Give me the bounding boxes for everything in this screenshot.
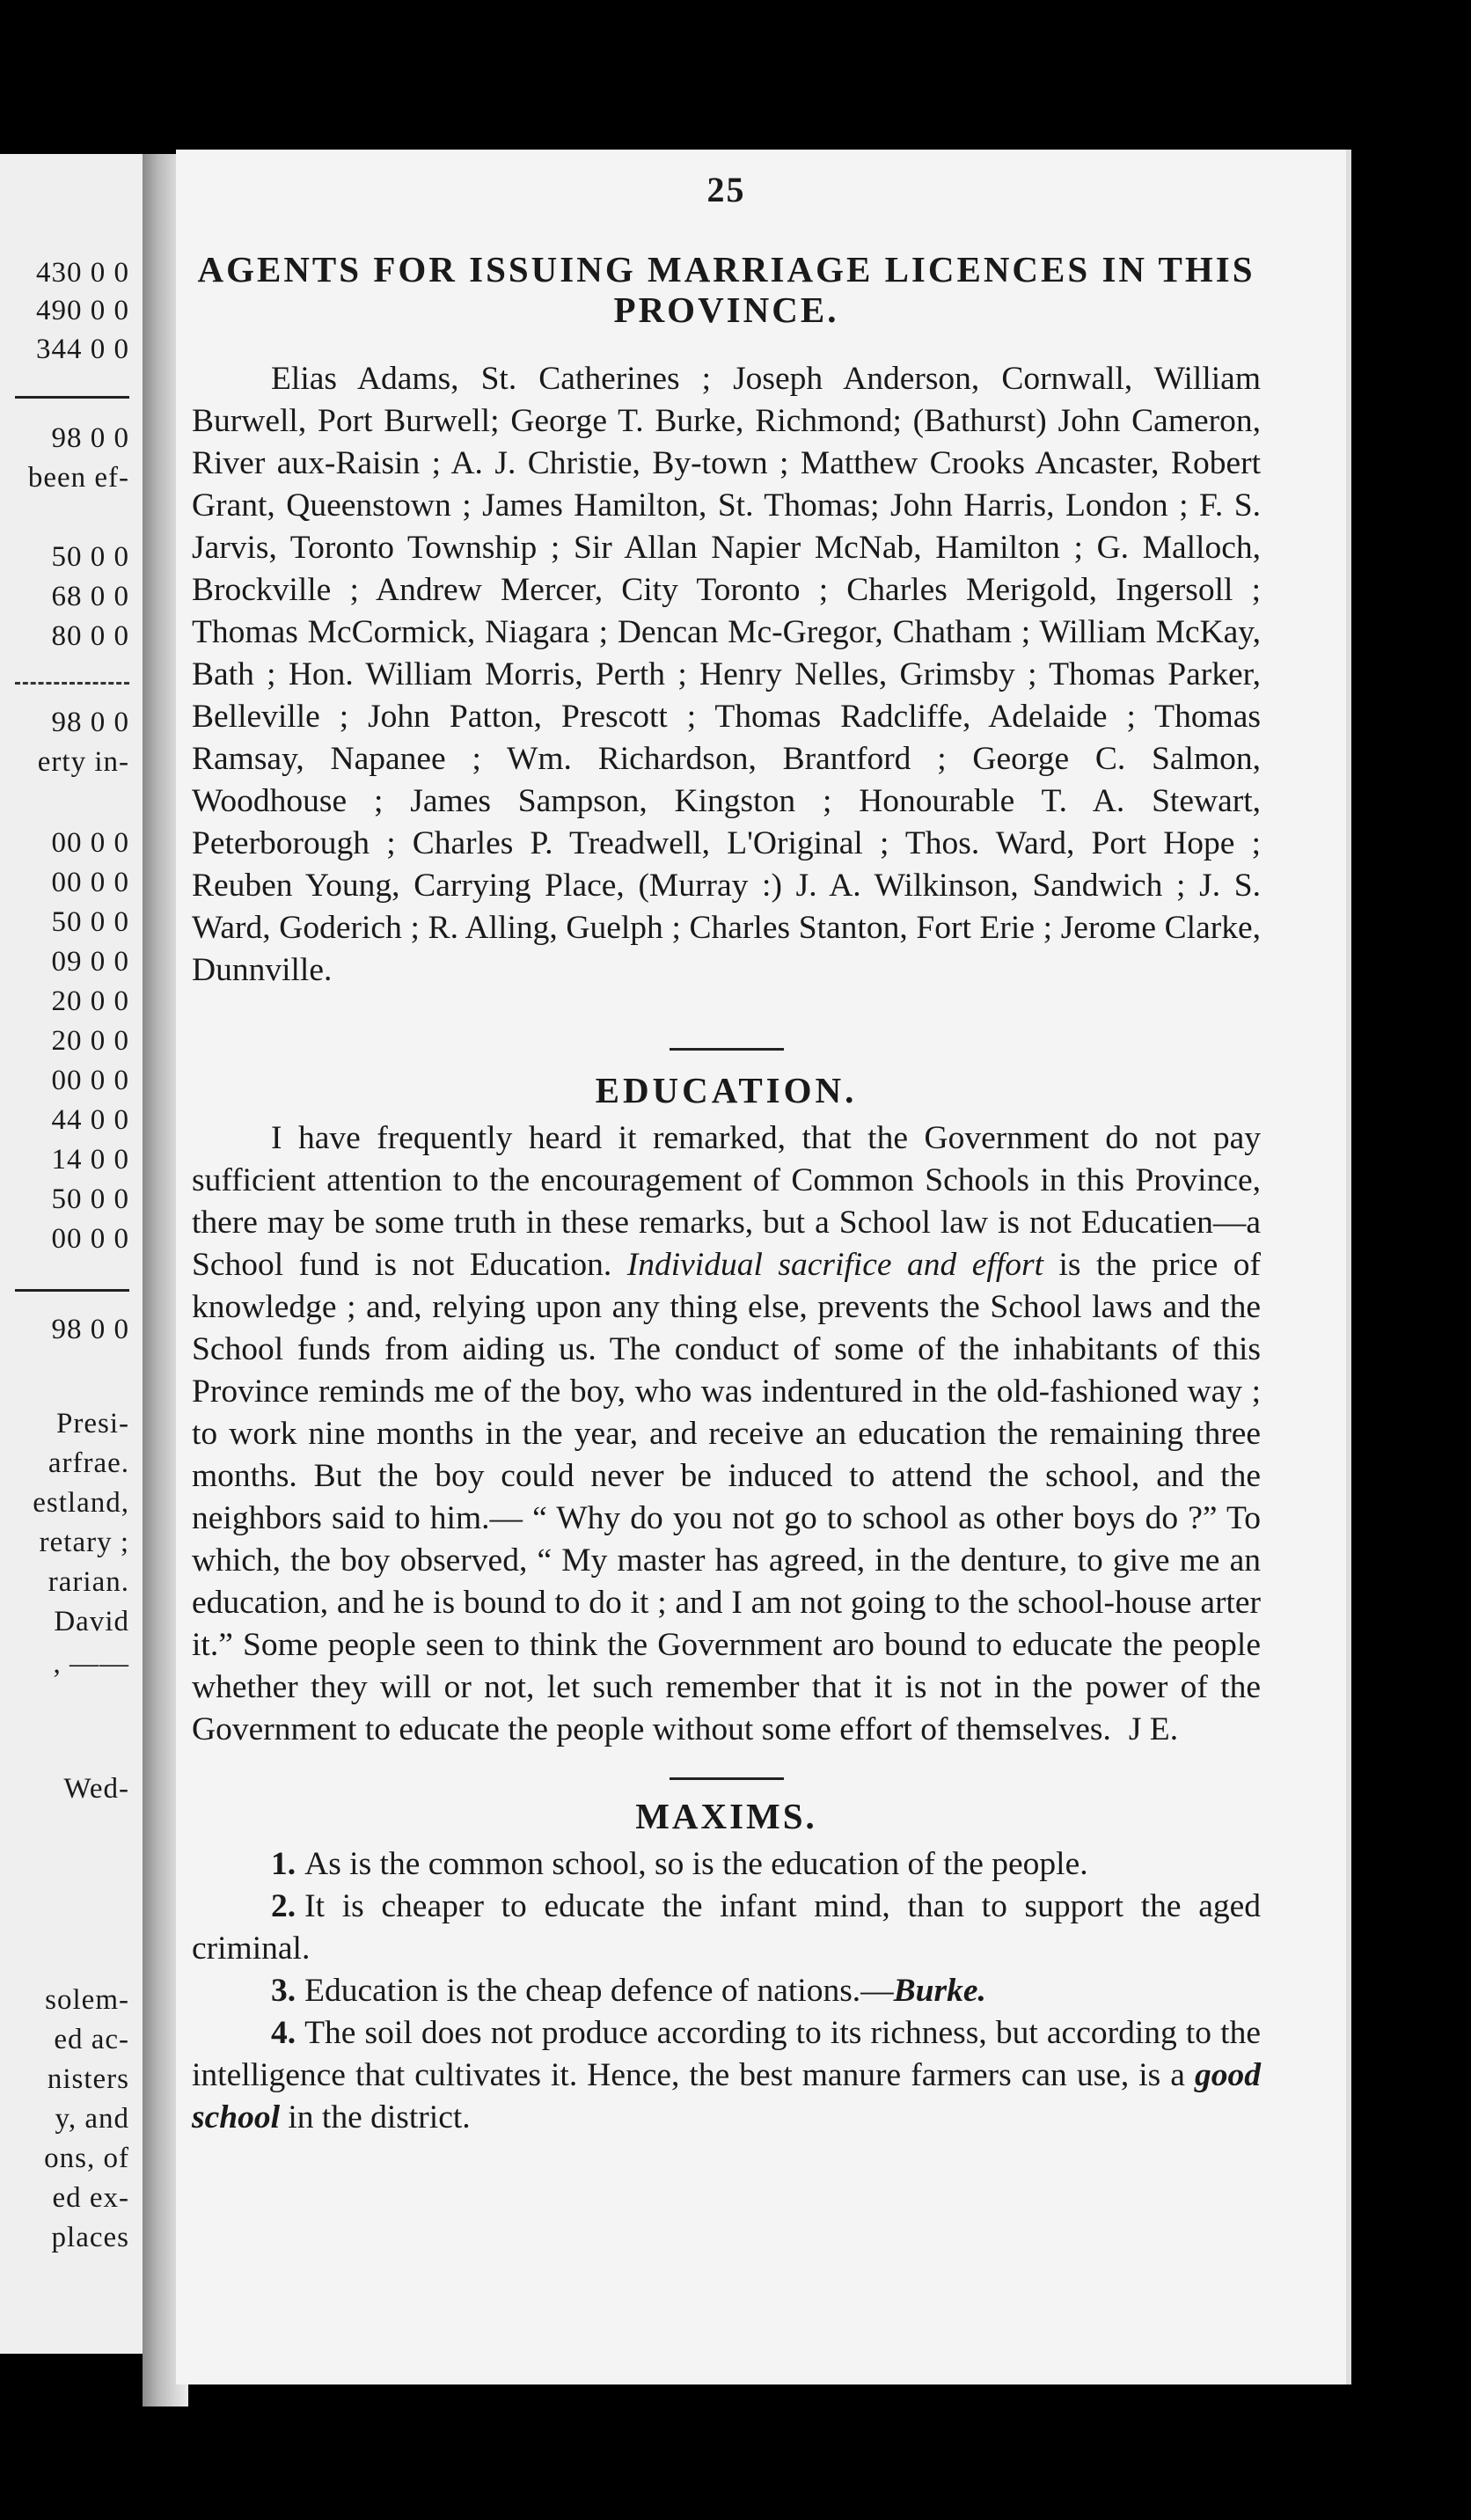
left-fragment: 09 0 0 bbox=[51, 946, 129, 978]
maxim-emphasis: Burke. bbox=[893, 1973, 986, 2009]
sum-rule bbox=[15, 682, 129, 685]
maxim-item bbox=[192, 2012, 1261, 2139]
sum-rule bbox=[15, 1289, 129, 1292]
left-fragment: arfrae. bbox=[48, 1447, 129, 1479]
maxim-number: 1. bbox=[271, 1846, 296, 1882]
left-fragment: 98 0 0 bbox=[51, 1314, 129, 1345]
book-page bbox=[176, 150, 1346, 2384]
maxim-text: It is cheaper to educate the infant mind, than to support the aged criminal. bbox=[192, 1888, 1261, 1967]
education-emphasis: Individual sacrifice and effort bbox=[626, 1247, 1044, 1283]
sum-rule bbox=[15, 396, 129, 399]
maxim-item bbox=[192, 1970, 1261, 2012]
education-text-before: I have frequently heard it remarked, that the Government do not pay sufficient attention to the encouragement of Common Schools in this Province, there may be some truth in these remarks, but a School law is not Educatien—a School fund is not Education. bbox=[192, 1120, 1261, 1283]
maxim-text: Education is the cheap defence of nations.— bbox=[304, 1973, 894, 2009]
left-fragment: 50 0 0 bbox=[51, 1183, 129, 1215]
education-heading: EDUCATION. bbox=[595, 1070, 858, 1110]
left-fragment: 14 0 0 bbox=[51, 1144, 129, 1176]
left-fragment: 00 0 0 bbox=[51, 867, 129, 898]
left-fragment: places bbox=[51, 2222, 129, 2253]
left-fragment: ed ex- bbox=[52, 2182, 129, 2214]
left-fragment: 80 0 0 bbox=[51, 620, 129, 652]
left-fragment: retary ; bbox=[39, 1527, 129, 1558]
maxim-item bbox=[192, 1843, 1261, 1886]
maxim-text-after: in the district. bbox=[288, 2099, 471, 2135]
left-fragment: 20 0 0 bbox=[51, 1025, 129, 1057]
left-fragment: 00 0 0 bbox=[51, 1223, 129, 1255]
maxim-number: 2. bbox=[271, 1888, 296, 1924]
page-content bbox=[192, 150, 1261, 2139]
page-number: 25 bbox=[706, 170, 746, 209]
left-fragment: Wed- bbox=[63, 1773, 129, 1805]
maxim-text: As is the common school, so is the education of the people. bbox=[304, 1846, 1088, 1882]
left-fragment: ed ac- bbox=[54, 2024, 129, 2055]
education-signature: J E. bbox=[1128, 1711, 1179, 1747]
left-fragment: 50 0 0 bbox=[51, 541, 129, 573]
maxims-list bbox=[192, 1843, 1261, 2139]
left-fragment: 00 0 0 bbox=[51, 827, 129, 859]
left-fragment: 490 0 0 bbox=[36, 295, 129, 326]
left-fragment: , —— bbox=[53, 1648, 129, 1680]
left-fragment: 00 0 0 bbox=[51, 1065, 129, 1096]
section-divider bbox=[670, 1777, 784, 1780]
left-fragment: 430 0 0 bbox=[36, 257, 129, 289]
left-fragment: erty in- bbox=[37, 746, 129, 778]
left-fragment: 44 0 0 bbox=[51, 1104, 129, 1136]
maxim-emphasis: good school bbox=[192, 2057, 1261, 2135]
left-fragment: 98 0 0 bbox=[51, 707, 129, 738]
left-fragment: David bbox=[54, 1606, 129, 1637]
left-fragment: rarian. bbox=[48, 1566, 129, 1598]
maxim-number: 3. bbox=[271, 1973, 296, 2009]
left-fragment: ons, of bbox=[44, 2143, 129, 2174]
education-paragraph bbox=[192, 1117, 1261, 1751]
left-fragment: solem- bbox=[45, 1984, 129, 2016]
left-fragment: 20 0 0 bbox=[51, 985, 129, 1017]
left-fragment: 344 0 0 bbox=[36, 333, 129, 365]
left-fragment: estland, bbox=[33, 1487, 129, 1519]
maxim-item bbox=[192, 1886, 1261, 1970]
agents-list-paragraph: Elias Adams, St. Catherines ; Joseph Anderson, Cornwall, William Burwell, Port Burwell; George T. Burke, Richmond; (Bathurst) John Cameron, River aux-Raisin ; A. J. Christie, By-town ; Matthew Crooks Ancaster, Robert Grant, Queenstown ; James Hamilton, St. Thomas; John Harris, London ; F. S. Jarvis, Toronto Township ; Sir Allan Napier McNab, Hamilton ; G. Malloch, Brockville ; Andrew Mercer, City Toronto ; Charles Merigold, Ingersoll ; Thomas McCormick, Niagara ; Dencan Mc-Gregor, Chatham ; William McKay, Bath ; Hon. William Morris, Perth ; Henry Nelles, Grimsby ; Thomas Parker, Belleville ; John Patton, Prescott ; Thomas Radcliffe, Adelaide ; Thomas Ramsay, Napanee ; Wm. Richardson, Brantford ; George C. Salmon, Woodhouse ; James Sampson, Kingston ; Honourable T. A. Stewart, Peterborough ; Charles P. Treadwell, L'Original ; Thos. Ward, Port Hope ; Reuben Young, Carrying Place, (Murray :) J. A. Wilkinson, Sandwich ; J. S. Ward, Goderich ; R. Alling, Guelph ; Charles Stanton, Fort Erie ; Jerome Clarke, Dunnville. bbox=[192, 361, 1261, 988]
left-fragment: y, and bbox=[55, 2103, 129, 2135]
left-fragment: 50 0 0 bbox=[51, 906, 129, 938]
left-page-fragment bbox=[0, 154, 154, 2354]
section-divider bbox=[670, 1048, 784, 1051]
left-fragment: 98 0 0 bbox=[51, 422, 129, 454]
education-text-after: is the price of knowledge ; and, relying upon any thing else, prevents the School laws and the School funds from aiding us. The conduct of some of the inhabitants of this Province reminds me of the boy, who was indentured in the old-fashioned way ; to work nine months in the year, and receive an education the remaining three months. But the boy could never be induced to attend the school, and the neighbors said to him.— “ Why do you not go to school as other boys do ?” To which, the boy observed, “ My master has agreed, in the denture, to give me an education, and he is bound to do it ; and I am not going to the school-house arter it.” Some people seen to think the Government aro bound to educate the people whether they will or not, let such remember that it is not in the power of the Government to educate the people without some effort of themselves. bbox=[192, 1247, 1262, 1747]
left-fragment: Presi- bbox=[56, 1408, 129, 1439]
maxims-heading: MAXIMS. bbox=[635, 1796, 817, 1836]
left-fragment: 68 0 0 bbox=[51, 581, 129, 612]
left-fragment: been ef- bbox=[27, 462, 129, 494]
left-fragment: nisters bbox=[47, 2063, 129, 2095]
maxim-text: The soil does not produce according to its richness, but according to the intelligence that cultivates it. Hence, the best manure farmers can use, is a bbox=[192, 2015, 1261, 2093]
maxim-number: 4. bbox=[271, 2015, 296, 2051]
agents-heading: AGENTS FOR ISSUING MARRIAGE LICENCES IN THIS PROVINCE. bbox=[197, 249, 1255, 330]
